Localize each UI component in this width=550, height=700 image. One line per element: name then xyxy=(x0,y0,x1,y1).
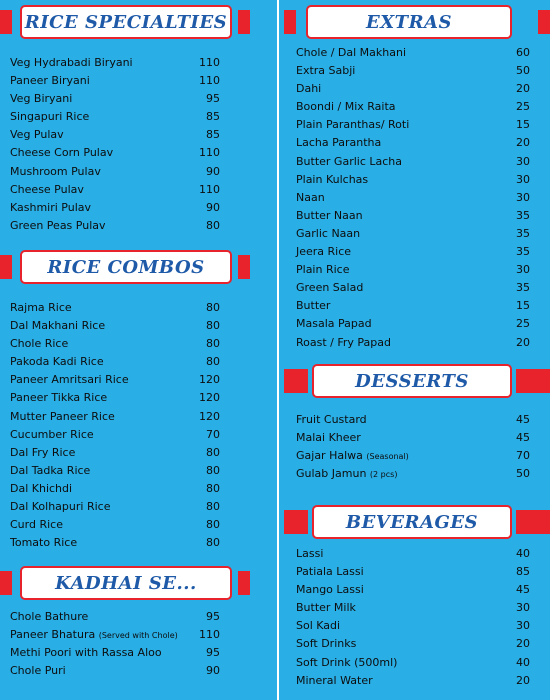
item-note: (Served with Chole) xyxy=(98,631,178,641)
item-price: 90 xyxy=(206,164,220,178)
item-name-text: Plain Rice xyxy=(296,263,350,277)
menu-item xyxy=(296,80,540,98)
item-name-text: Mineral Water xyxy=(296,673,373,687)
item-name-text: Mango Lassi xyxy=(296,583,364,597)
item-price: 80 xyxy=(206,337,220,351)
item-name-text: Sol Kadi xyxy=(296,619,341,633)
menu-item xyxy=(10,299,250,317)
item-name-text: Paneer Amritsari Rice xyxy=(10,373,129,387)
item-name-text: Patiala Lassi xyxy=(296,565,364,579)
item-price: 45 xyxy=(516,413,530,426)
item-name-text: Methi Poori with Rassa Aloo xyxy=(10,646,162,660)
item-name-text: Dal Khichdi xyxy=(10,481,73,495)
menu-item xyxy=(10,335,250,353)
item-name-text: Mutter Paneer Rice xyxy=(10,409,115,423)
item-name xyxy=(10,181,84,199)
item-name xyxy=(296,635,356,653)
menu-item xyxy=(10,462,250,480)
menu-item xyxy=(296,617,540,635)
item-name-text: Paneer Bhatura xyxy=(10,628,96,642)
menu-item xyxy=(296,672,540,690)
menu-item xyxy=(296,447,540,465)
item-name-text: Jeera Rice xyxy=(296,245,352,259)
menu-item xyxy=(296,635,540,653)
item-name-text: Garlic Naan xyxy=(296,226,361,240)
menu-item xyxy=(296,225,540,243)
menu-item xyxy=(10,480,250,498)
item-price: 120 xyxy=(199,391,220,405)
header-accent-left xyxy=(0,255,12,279)
item-price: 85 xyxy=(516,565,530,579)
item-price: 20 xyxy=(516,637,530,651)
item-name xyxy=(10,516,63,534)
menu-item xyxy=(10,163,250,181)
item-price: 80 xyxy=(206,481,220,495)
menu-item xyxy=(10,408,250,426)
menu-item xyxy=(10,516,250,534)
menu-item xyxy=(10,662,250,680)
menu-item xyxy=(10,317,250,335)
item-name xyxy=(296,98,396,116)
item-name xyxy=(10,371,129,389)
item-name xyxy=(296,581,364,599)
menu-item xyxy=(10,371,250,389)
item-name-text: Dahi xyxy=(296,82,322,96)
item-price: 80 xyxy=(206,500,220,514)
item-name-text: Malai Kheer xyxy=(296,431,361,445)
item-name xyxy=(10,480,72,498)
item-name-text: Gulab Jamun xyxy=(296,467,367,481)
item-price: 25 xyxy=(516,100,530,114)
item-name-text: Singapuri Rice xyxy=(10,110,90,124)
menu-item xyxy=(296,279,540,297)
item-name-text: Plain Kulchas xyxy=(296,172,369,186)
header-accent-right xyxy=(516,369,550,393)
item-name xyxy=(296,189,325,207)
item-name xyxy=(296,654,397,672)
menu-item xyxy=(10,126,250,144)
item-name xyxy=(10,299,72,317)
header-accent-left xyxy=(284,510,308,534)
item-name xyxy=(10,90,72,108)
menu-item xyxy=(296,44,540,62)
item-name-text: Butter Milk xyxy=(296,601,356,615)
menu-item xyxy=(296,599,540,617)
item-price: 80 xyxy=(206,518,220,532)
item-name-text: Roast / Fry Papad xyxy=(296,335,392,349)
menu-item xyxy=(10,353,250,371)
item-name-text: Soft Drink (500ml) xyxy=(296,655,398,669)
item-price: 80 xyxy=(206,218,220,232)
section-title: EXTRAS xyxy=(306,5,512,39)
item-name-text: Paneer Tikka Rice xyxy=(10,391,108,405)
menu-item xyxy=(10,444,250,462)
item-name-text: Gajar Halwa xyxy=(296,449,363,463)
item-name-text: Chole Puri xyxy=(10,664,66,678)
item-name-text: Green Salad xyxy=(296,281,364,295)
menu-item xyxy=(10,626,250,644)
beverages-list xyxy=(296,545,540,690)
item-price: 85 xyxy=(206,110,220,124)
menu-item xyxy=(296,261,540,279)
item-name-text: Chole Bathure xyxy=(10,610,89,623)
item-name xyxy=(10,108,89,126)
item-name-text: Veg Hydrabadi Biryani xyxy=(10,56,133,69)
menu-item xyxy=(10,181,250,199)
item-name xyxy=(10,608,88,626)
item-name xyxy=(296,134,381,152)
menu-item xyxy=(296,654,540,672)
item-name xyxy=(296,617,340,635)
item-price: 30 xyxy=(516,190,530,204)
menu-item xyxy=(10,608,250,626)
menu-item xyxy=(296,62,540,80)
menu-item xyxy=(296,334,540,352)
item-name xyxy=(10,72,90,90)
item-name-text: Soft Drinks xyxy=(296,637,357,651)
item-price: 95 xyxy=(206,646,220,660)
item-name xyxy=(296,153,402,171)
menu-item xyxy=(10,72,250,90)
item-name-text: Veg Biryani xyxy=(10,92,73,106)
desserts-list xyxy=(296,411,540,483)
header-accent-right xyxy=(538,10,550,34)
item-name-text: Boondi / Mix Raita xyxy=(296,100,396,114)
menu-item xyxy=(296,189,540,207)
item-price: 30 xyxy=(516,172,530,186)
item-price: 110 xyxy=(199,628,220,642)
header-accent-left xyxy=(284,10,296,34)
menu-item xyxy=(296,411,540,429)
header-accent-right xyxy=(238,10,250,34)
item-price: 90 xyxy=(206,200,220,214)
item-price: 40 xyxy=(516,655,530,669)
rice-combos-list xyxy=(10,299,250,552)
item-price: 20 xyxy=(516,136,530,150)
item-name xyxy=(10,498,110,516)
item-price: 35 xyxy=(516,281,530,295)
header-accent-right xyxy=(238,571,250,595)
item-name xyxy=(296,116,409,134)
item-name xyxy=(296,599,356,617)
item-price: 60 xyxy=(516,46,530,59)
section-title: DESSERTS xyxy=(312,364,512,398)
item-name xyxy=(296,297,330,315)
menu-item xyxy=(296,243,540,261)
menu-item xyxy=(296,207,540,225)
item-name xyxy=(10,126,64,144)
item-name-text: Green Peas Pulav xyxy=(10,218,106,232)
item-name xyxy=(296,44,406,62)
item-name xyxy=(10,335,68,353)
item-price: 120 xyxy=(199,373,220,387)
header-accent-right xyxy=(516,510,550,534)
item-name xyxy=(296,447,409,466)
menu-item xyxy=(296,171,540,189)
item-name-text: Cheese Corn Pulav xyxy=(10,146,114,160)
item-name xyxy=(296,411,367,429)
menu-item xyxy=(296,429,540,447)
menu-item xyxy=(296,153,540,171)
item-price: 30 xyxy=(516,263,530,277)
item-price: 85 xyxy=(206,128,220,142)
item-price: 70 xyxy=(206,427,220,441)
menu-item xyxy=(10,498,250,516)
item-name xyxy=(296,563,364,581)
menu-item xyxy=(296,116,540,134)
item-name-text: Veg Pulav xyxy=(10,128,64,142)
column-divider xyxy=(277,0,279,700)
item-name xyxy=(296,279,363,297)
item-name-text: Tomato Rice xyxy=(10,536,78,550)
item-name xyxy=(10,144,113,162)
item-price: 95 xyxy=(206,610,220,623)
item-name-text: Butter Naan xyxy=(296,208,363,222)
item-name-text: Dal Fry Rice xyxy=(10,445,76,459)
item-price: 110 xyxy=(199,56,220,69)
item-price: 45 xyxy=(516,431,530,445)
item-name-text: Cheese Pulav xyxy=(10,182,84,196)
header-accent-right xyxy=(238,255,250,279)
item-price: 35 xyxy=(516,208,530,222)
item-price: 110 xyxy=(199,182,220,196)
item-name xyxy=(296,315,372,333)
item-name-text: Pakoda Kadi Rice xyxy=(10,355,104,369)
item-price: 30 xyxy=(516,601,530,615)
item-name xyxy=(10,426,94,444)
item-name-text: Mushroom Pulav xyxy=(10,164,101,178)
item-note: (Seasonal) xyxy=(366,452,409,462)
item-name-text: Extra Sabji xyxy=(296,64,356,78)
item-price: 20 xyxy=(516,82,530,96)
menu-item xyxy=(296,134,540,152)
item-name xyxy=(10,163,101,181)
item-name xyxy=(10,644,162,662)
kadhai-se-list xyxy=(10,608,250,680)
item-name xyxy=(296,261,349,279)
menu-item xyxy=(10,389,250,407)
header-accent-left xyxy=(284,369,308,393)
item-price: 35 xyxy=(516,245,530,259)
menu-item xyxy=(296,98,540,116)
menu-item xyxy=(10,54,250,72)
rice-specialties-header xyxy=(0,5,277,39)
item-price: 80 xyxy=(206,445,220,459)
desserts-header xyxy=(279,364,550,398)
item-name xyxy=(10,444,75,462)
item-price: 20 xyxy=(516,335,530,349)
item-name-text: Dal Kolhapuri Rice xyxy=(10,500,111,514)
item-price: 40 xyxy=(516,547,530,560)
item-name xyxy=(296,171,368,189)
item-price: 110 xyxy=(199,74,220,88)
item-name-text: Butter Garlic Lacha xyxy=(296,154,403,168)
menu-item xyxy=(10,644,250,662)
item-name xyxy=(296,334,391,352)
item-name-text: Dal Tadka Rice xyxy=(10,463,91,477)
item-name xyxy=(296,243,351,261)
item-name xyxy=(10,317,105,335)
item-name-text: Rajma Rice xyxy=(10,301,72,314)
item-price: 80 xyxy=(206,319,220,333)
item-name xyxy=(296,62,355,80)
item-name xyxy=(296,80,321,98)
item-price: 120 xyxy=(199,409,220,423)
item-name-text: Chole / Dal Makhani xyxy=(296,46,407,59)
item-name xyxy=(10,389,107,407)
item-price: 20 xyxy=(516,673,530,687)
item-price: 80 xyxy=(206,355,220,369)
menu-item xyxy=(10,534,250,552)
section-title: KADHAI SE... xyxy=(20,566,232,600)
item-name-text: Paneer Biryani xyxy=(10,74,90,88)
rice-combos-header xyxy=(0,250,277,284)
item-note: (2 pcs) xyxy=(369,470,398,480)
item-name-text: Cucumber Rice xyxy=(10,427,94,441)
item-price: 95 xyxy=(206,92,220,106)
item-name xyxy=(296,429,361,447)
section-title: RICE SPECIALTIES xyxy=(20,5,232,39)
menu-item xyxy=(296,297,540,315)
item-name-text: Fruit Custard xyxy=(296,413,367,426)
item-name xyxy=(296,207,363,225)
item-name xyxy=(10,199,91,217)
header-accent-left xyxy=(0,10,12,34)
item-name xyxy=(10,662,66,680)
item-name-text: Dal Makhani Rice xyxy=(10,319,106,333)
menu-item xyxy=(296,563,540,581)
menu-item xyxy=(296,545,540,563)
item-name-text: Lassi xyxy=(296,547,324,560)
item-price: 80 xyxy=(206,536,220,550)
item-name xyxy=(10,534,77,552)
item-price: 25 xyxy=(516,317,530,331)
menu-item xyxy=(296,315,540,333)
item-price: 15 xyxy=(516,118,530,132)
item-name xyxy=(296,545,323,563)
menu-item xyxy=(296,581,540,599)
item-price: 50 xyxy=(516,64,530,78)
beverages-header xyxy=(279,505,550,539)
item-name xyxy=(10,217,106,235)
item-name-text: Chole Rice xyxy=(10,337,69,351)
header-accent-left xyxy=(0,571,12,595)
kadhai-se-header xyxy=(0,566,277,600)
item-price: 30 xyxy=(516,154,530,168)
item-name xyxy=(296,672,373,690)
item-price: 80 xyxy=(206,463,220,477)
item-name xyxy=(10,54,133,72)
extras-list xyxy=(296,44,540,352)
menu-item xyxy=(10,144,250,162)
menu-item xyxy=(296,465,540,483)
item-price: 15 xyxy=(516,299,530,313)
item-name-text: Lacha Parantha xyxy=(296,136,382,150)
item-name xyxy=(10,408,115,426)
section-title: RICE COMBOS xyxy=(20,250,232,284)
menu-item xyxy=(10,90,250,108)
menu-item xyxy=(10,108,250,126)
item-price: 110 xyxy=(199,146,220,160)
item-price: 70 xyxy=(516,449,530,463)
item-price: 35 xyxy=(516,226,530,240)
item-price: 50 xyxy=(516,467,530,481)
item-price: 30 xyxy=(516,619,530,633)
extras-header xyxy=(279,5,550,39)
item-name-text: Masala Papad xyxy=(296,317,372,331)
item-name-text: Naan xyxy=(296,190,325,204)
section-title: BEVERAGES xyxy=(312,505,512,539)
item-name xyxy=(296,465,397,484)
item-name-text: Butter xyxy=(296,299,331,313)
item-name xyxy=(10,626,178,645)
item-name-text: Plain Paranthas/ Roti xyxy=(296,118,410,132)
item-name xyxy=(10,462,90,480)
item-name-text: Kashmiri Pulav xyxy=(10,200,92,214)
menu-item xyxy=(10,217,250,235)
item-price: 45 xyxy=(516,583,530,597)
item-name xyxy=(296,225,360,243)
rice-specialties-list xyxy=(10,54,250,235)
menu-item xyxy=(10,426,250,444)
item-price: 90 xyxy=(206,664,220,678)
item-name-text: Curd Rice xyxy=(10,518,63,532)
item-name xyxy=(10,353,104,371)
menu-item xyxy=(10,199,250,217)
item-price: 80 xyxy=(206,301,220,314)
